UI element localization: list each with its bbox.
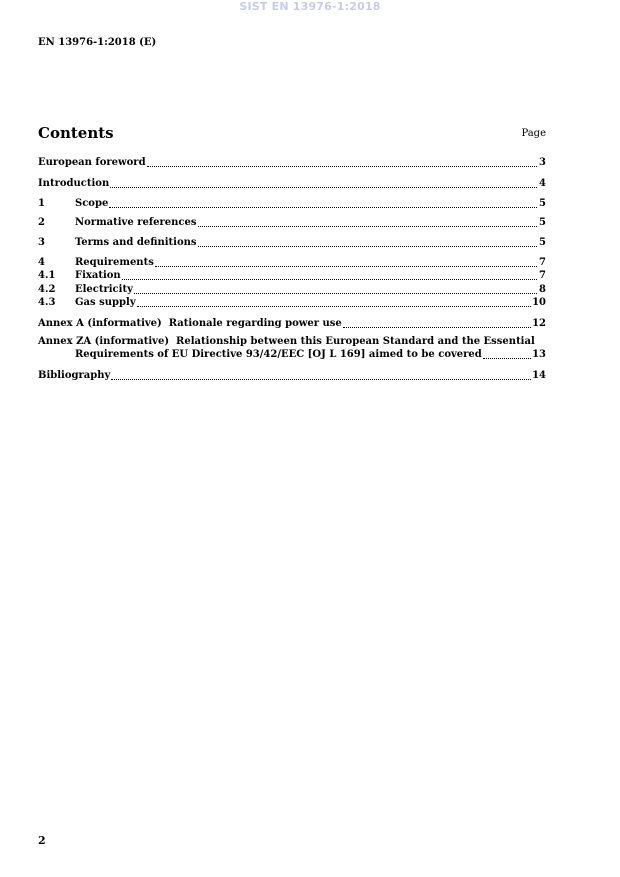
toc-entry-label: Requirements of EU Directive 93/42/EEC [OJ L 169] aimed to be covered <box>75 349 482 360</box>
toc-entry-label: Scope <box>75 198 109 209</box>
toc-entry-page: 4 <box>539 178 546 189</box>
page-number: 2 <box>38 834 46 847</box>
toc-entry-page: 5 <box>539 217 546 228</box>
toc-entry-label: European foreword <box>38 157 146 168</box>
toc-entry-terms-and-definitions[interactable] <box>38 236 546 249</box>
toc-entry-annex-za-line1[interactable]: Annex ZA (informative) Relationship between this European Standard and the Essential <box>38 336 535 347</box>
toc-entry-page: 5 <box>539 237 546 248</box>
contents-title: Contents <box>38 124 114 142</box>
dot-leader <box>110 186 537 188</box>
dot-leader <box>483 357 531 359</box>
toc-entry-introduction[interactable] <box>38 177 546 190</box>
toc-entry-number: 3 <box>38 237 45 248</box>
watermark: SIST EN 13976-1:2018 <box>239 0 381 13</box>
dot-leader <box>198 225 538 227</box>
toc-entry-page: 7 <box>539 270 546 281</box>
toc-entry-annex-za[interactable] <box>75 348 546 361</box>
toc-entry-normative-references[interactable] <box>38 216 546 229</box>
toc-entry-label: Fixation <box>75 270 121 281</box>
dot-leader <box>122 278 537 280</box>
toc-entry-page: 8 <box>539 284 546 295</box>
document-id: EN 13976-1:2018 (E) <box>38 37 157 48</box>
dot-leader <box>109 206 537 208</box>
toc-entry-number: 4.3 <box>38 297 56 308</box>
toc-entry-bibliography[interactable] <box>38 369 546 382</box>
dot-leader <box>343 326 531 328</box>
toc-entry-number: 4.1 <box>38 270 56 281</box>
toc-entry-page: 12 <box>532 318 546 329</box>
toc-entry-annex-a[interactable] <box>38 317 546 330</box>
dot-leader <box>134 292 537 294</box>
toc-entry-page: 7 <box>539 257 546 268</box>
toc-entry-number: 4 <box>38 257 45 268</box>
toc-entry-fixation[interactable] <box>38 269 546 282</box>
toc-entry-page: 5 <box>539 198 546 209</box>
dot-leader <box>111 378 531 380</box>
toc-entry-number: 1 <box>38 198 45 209</box>
toc-entry-page: 3 <box>539 157 546 168</box>
toc-entry-label: Terms and definitions <box>75 237 197 248</box>
toc-entry-page: 10 <box>532 297 546 308</box>
dot-leader <box>155 265 537 267</box>
toc-entry-label: Annex A (informative) Rationale regarding power use <box>38 318 342 329</box>
toc-entry-label: Bibliography <box>38 370 111 381</box>
toc-entry-european-foreword[interactable] <box>38 156 546 169</box>
dot-leader <box>198 245 537 247</box>
dot-leader <box>137 305 531 307</box>
toc-entry-page: 13 <box>532 349 546 360</box>
toc-entry-label: Requirements <box>75 257 154 268</box>
toc-entry-label: Electricity <box>75 284 133 295</box>
dot-leader <box>147 165 537 167</box>
toc-entry-label: Normative references <box>75 217 197 228</box>
page-column-label: Page <box>521 128 546 139</box>
toc-entry-number: 2 <box>38 217 45 228</box>
toc-entry-scope[interactable] <box>38 197 546 210</box>
toc-entry-page: 14 <box>532 370 546 381</box>
toc-entry-requirements[interactable] <box>38 256 546 269</box>
toc-entry-gas-supply[interactable] <box>38 296 546 309</box>
toc-entry-electricity[interactable] <box>38 283 546 296</box>
toc-entry-label: Introduction <box>38 178 110 189</box>
toc-entry-label: Gas supply <box>75 297 136 308</box>
toc-entry-number: 4.2 <box>38 284 56 295</box>
